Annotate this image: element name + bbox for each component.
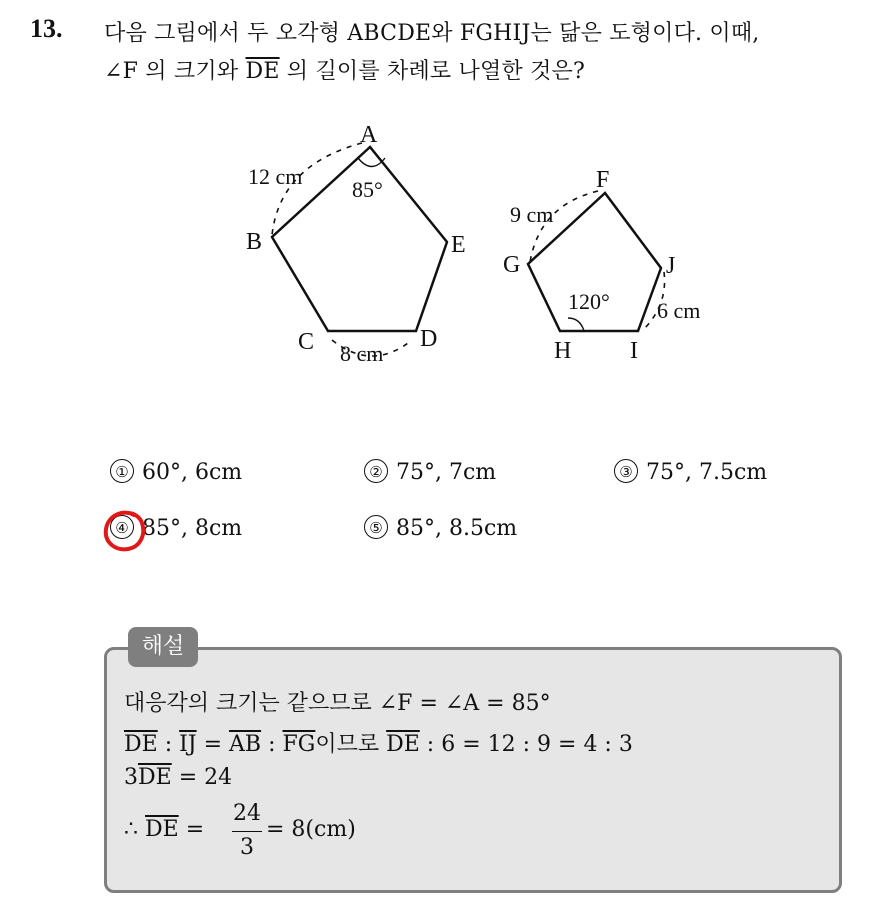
- angle-label-h: 120°: [568, 289, 610, 314]
- ratio-colon: :: [157, 732, 180, 757]
- choice-2[interactable]: [364, 459, 496, 485]
- choice-3[interactable]: [614, 459, 767, 485]
- therefore-sign: ∴: [124, 817, 145, 842]
- coefficient: 3: [124, 765, 138, 790]
- question-line-1: 다음 그림에서 두 오각형 ABCDE와 FGHIJ는 닮은 도형이다. 이때,: [104, 21, 760, 46]
- pentagon-figure: [0, 0, 884, 420]
- segment-de: $\overline{DE}$: [124, 732, 158, 757]
- choice-text: 60°, 6cm: [142, 460, 243, 485]
- equation-rest: = 24: [171, 765, 233, 790]
- segment-de: $\overline{DE}$: [386, 732, 420, 757]
- choice-text: 75°, 7.5cm: [646, 460, 768, 485]
- ratio-colon: :: [261, 732, 283, 757]
- choice-1[interactable]: [110, 459, 242, 485]
- segment-ab: $\overline{AB}$: [229, 732, 262, 757]
- vertex-label-c: C: [298, 329, 315, 355]
- equals-sign: =: [196, 732, 230, 757]
- fraction-24-over-3: [232, 801, 262, 861]
- question-line-2-end: 의 길이를 차례로 나열한 것은?: [279, 59, 585, 84]
- length-label-ab: 12 cm: [248, 164, 303, 189]
- solution-result: = 8(cm): [266, 817, 356, 842]
- vertex-label-d: D: [420, 326, 438, 352]
- choice-text: 75°, 7cm: [396, 460, 497, 485]
- solution-line-1: 대응각의 크기는 같으므로 ∠F = ∠A = 85°: [124, 691, 551, 716]
- solution-line-3: [124, 765, 232, 790]
- segment-ij: $\overline{IJ}$: [179, 732, 197, 757]
- solution-tag: 해설: [128, 627, 198, 667]
- choice-number: ②: [364, 459, 388, 483]
- choice-number: ①: [110, 459, 134, 483]
- choice-number: ⑤: [364, 515, 388, 539]
- choice-5[interactable]: [364, 515, 517, 541]
- question-line-2-start: ∠F 의 크기와: [104, 59, 246, 84]
- fraction-numerator: 24: [233, 801, 261, 826]
- segment-fg: $\overline{FG}$: [282, 732, 316, 757]
- choice-text: 85°, 8cm: [142, 516, 243, 541]
- choice-number: ④: [110, 515, 134, 539]
- length-label-ij: 6 cm: [657, 298, 701, 323]
- choice-text: 85°, 8.5cm: [396, 516, 518, 541]
- answer-circle-mark: [100, 505, 152, 557]
- vertex-label-j: J: [666, 253, 676, 279]
- vertex-label-f: F: [596, 167, 610, 193]
- vertex-label-i: I: [630, 338, 638, 364]
- angle-label-a: 85°: [352, 177, 383, 202]
- vertex-label-b: B: [246, 229, 263, 255]
- fraction-denominator: 3: [240, 835, 254, 860]
- equals-sign: =: [178, 817, 205, 842]
- length-label-cd: 8 cm: [340, 341, 384, 366]
- vertex-label-h: H: [554, 338, 572, 364]
- ratio-tail: : 6 = 12 : 9 = 4 : 3: [419, 732, 633, 757]
- segment-de: $\overline{DE}$: [245, 59, 280, 84]
- dashed-arc-ab: [272, 143, 362, 235]
- solution-line-2: [124, 727, 633, 758]
- choice-number: ③: [614, 459, 638, 483]
- angle-arc-h: [568, 318, 584, 331]
- solution-line-4: [124, 817, 204, 842]
- segment-de: $\overline{DE}$: [145, 817, 179, 842]
- vertex-label-a: A: [360, 122, 378, 148]
- vertex-label-g: G: [503, 252, 521, 278]
- fraction-bar: [232, 831, 262, 832]
- question-number: 13.: [30, 14, 63, 43]
- length-label-fg: 9 cm: [510, 202, 554, 227]
- connector-text: 이므로: [315, 732, 387, 757]
- vertex-label-e: E: [451, 232, 466, 258]
- segment-de: $\overline{DE}$: [138, 765, 172, 790]
